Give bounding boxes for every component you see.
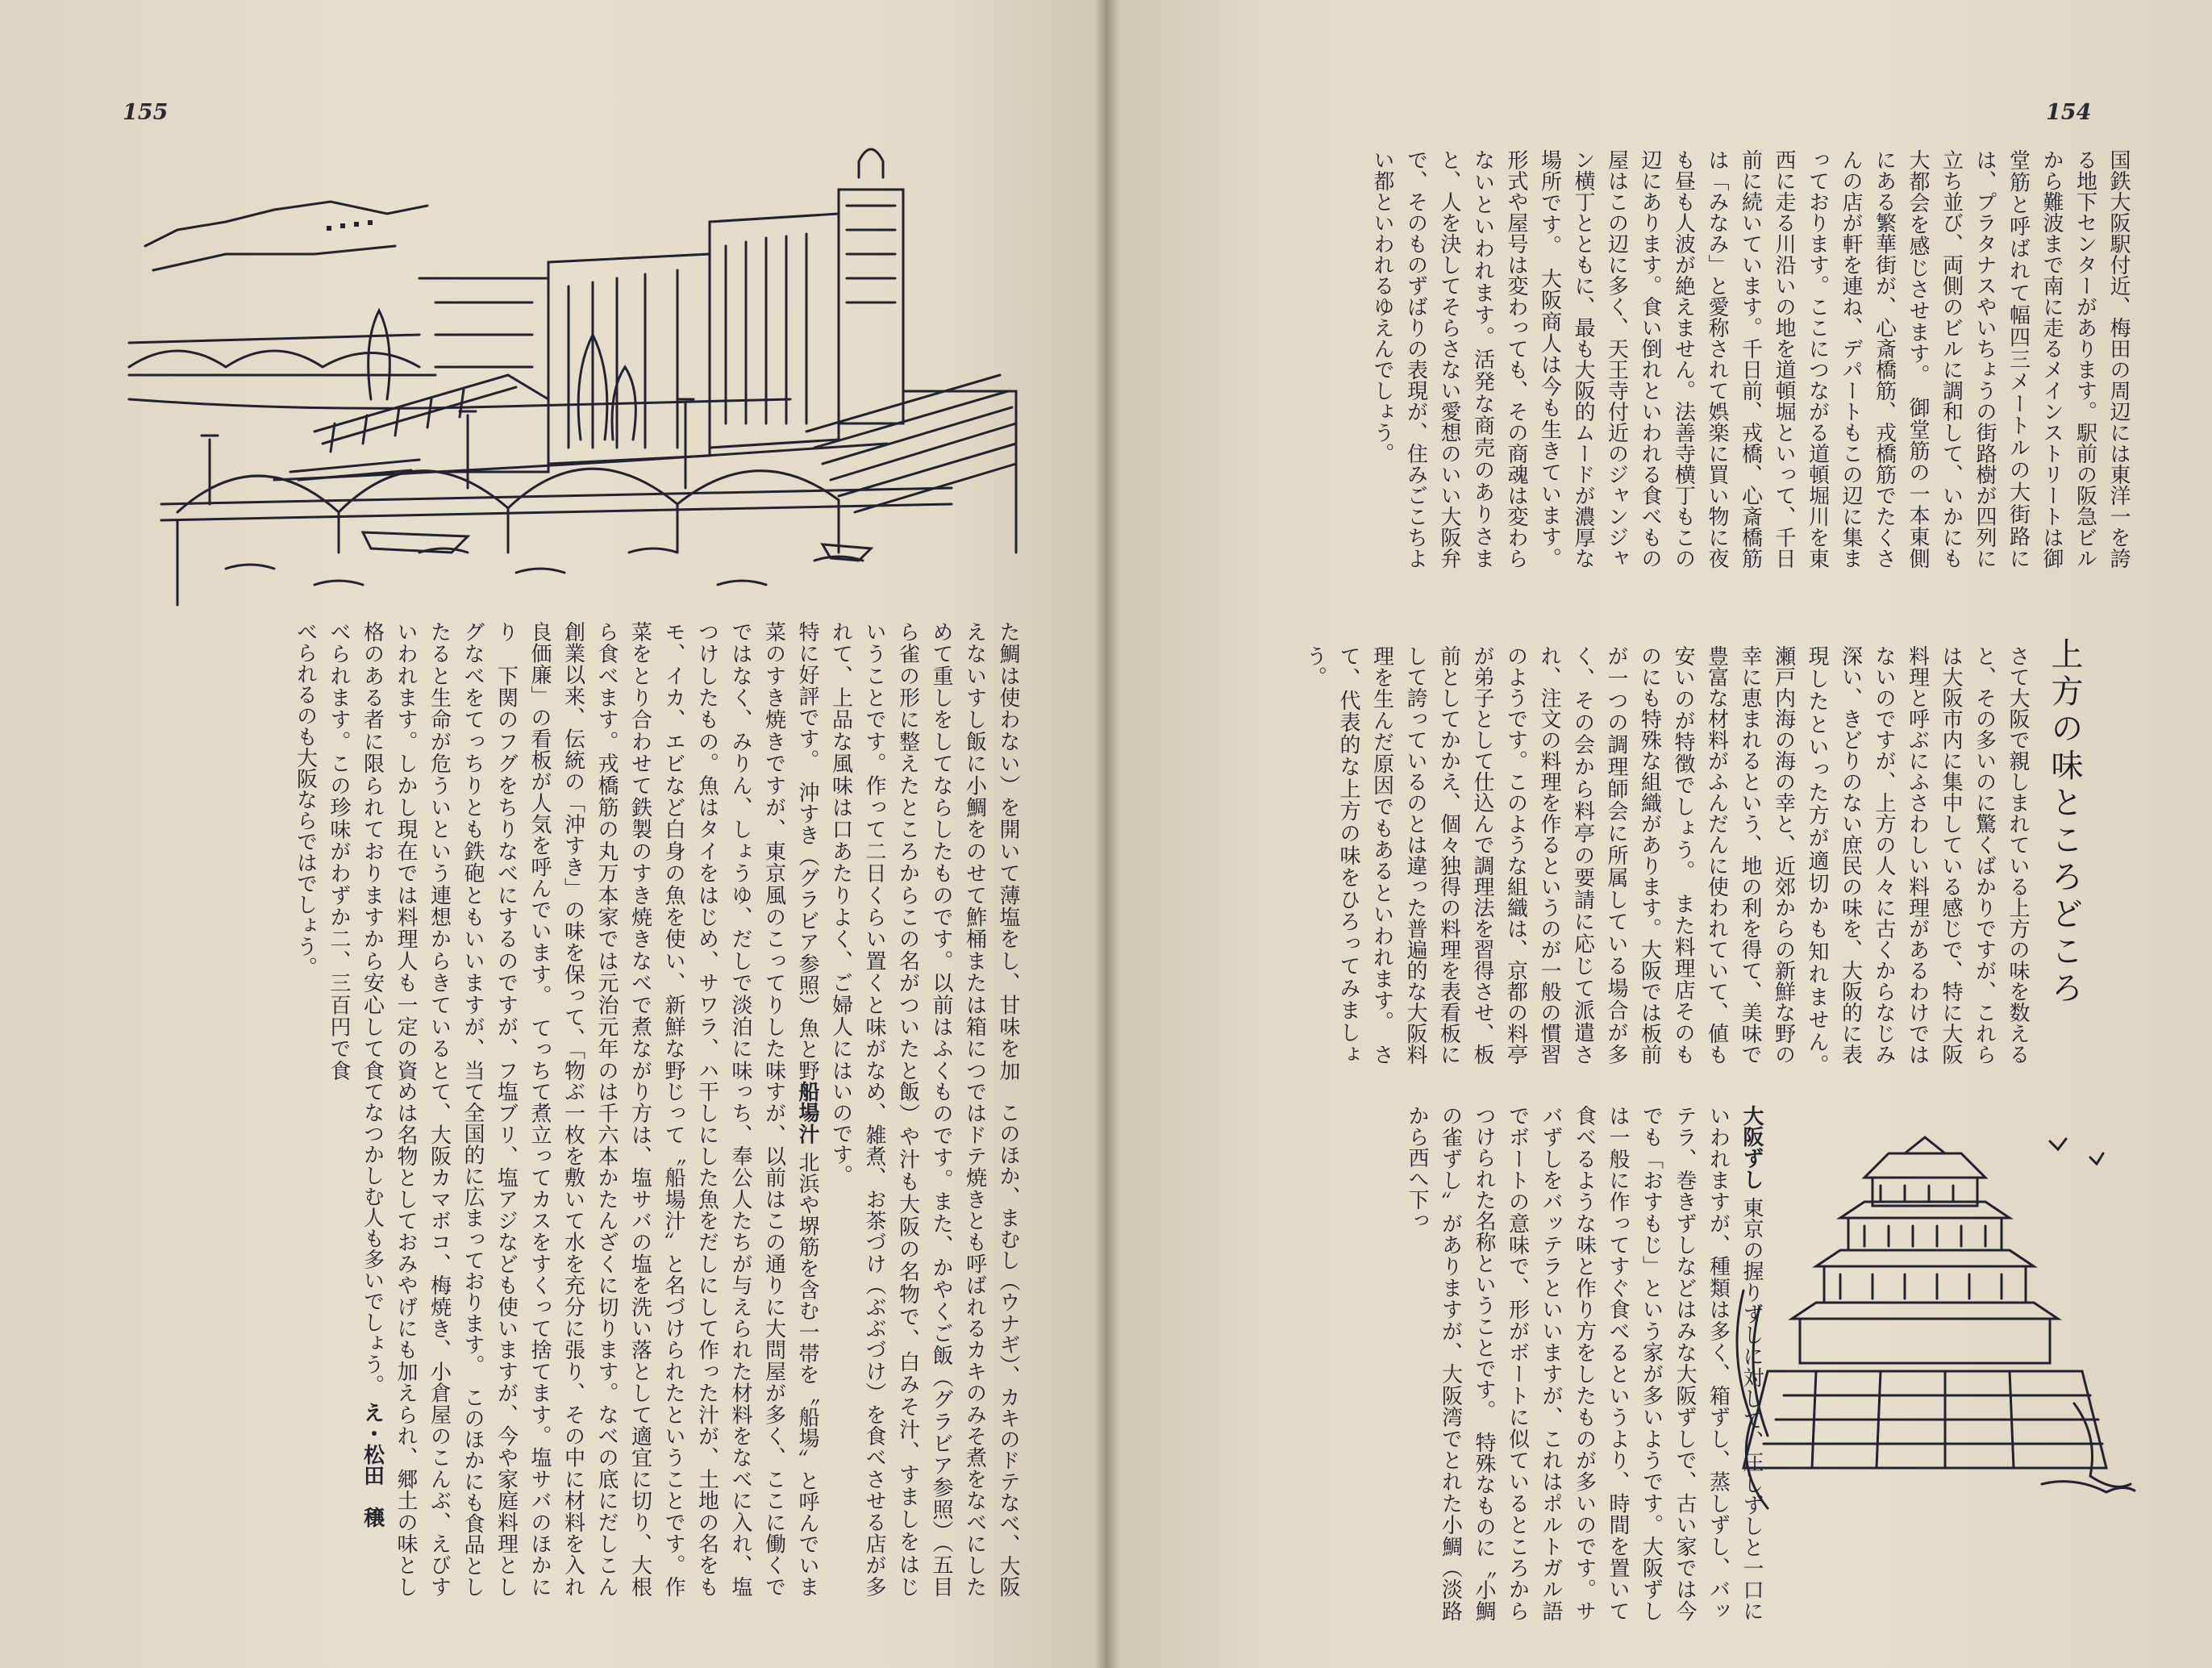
- right-middle-text: [1187, 645, 2034, 1086]
- left-page-number: 155: [123, 100, 169, 125]
- river-bridge-sketch: [129, 133, 1024, 605]
- right-upper-text: [1187, 149, 2135, 569]
- right-upper-paragraph: 国鉄大阪駅付近、梅田の周辺には東洋一を誇る地下センターがあります。駅前の阪急ビルから難波まで南に走るメインストリートは御堂筋と呼ばれて幅四三メートルの大街路には、プラタナスやいちょうの街路樹が四列に立ち並び、両側のビルに調和して、いかにも大都会を感じさせます。 御堂筋の一本東側にある繁華街が、心斎橋筋、戎橋筋でたくさんの店が軒を連ね、デパートもこの辺に集まっております。ここにつながる道頓堀川を東西に走る川沿いの地を道頓堀といって、千日前に続いています。千日前、戎橋、心斎橋筋は「みなみ」と愛称されて娯楽に買い物に夜も昼も人波が絶えません。法善寺横丁もこの辺にあります。食い倒れといわれる食べもの屋はこの辺に多く、天王寺付近のジャンジャン横丁とともに、最も大阪的ムードが濃厚な場所です。 大阪商人は今も生きています。形式や屋号は変わっても、その商魂は変わらないといわれます。活発な商売のありさまと、人を決してそらさない愛想のいい大阪弁で、そのものずばりの表現が、住みごこちよい都といわれるゆえんでしょう。: [1370, 149, 2131, 569]
- right-page: [1106, 0, 2212, 1668]
- castle-sketch: [1719, 1129, 2139, 1516]
- osaka-zushi-heading: 大阪ずし: [1739, 1105, 1764, 1191]
- section-heading: 上方の味ところどころ: [2046, 637, 2083, 1008]
- osaka-zushi-text: 東京の握りずしに対して、圧しずしと一口にいわれますが、種類は多く、箱ずし、蒸しずし、バッテラ、巻きずしなどはみな大阪ずしで、古い家では今でも「おすもじ」という家が多いようです。大阪ずしは一般に作ってすぐ食べるというより、時間を置いて食べるような味と作り方をしたものが多いのです。サバずしをバッテラといいますが、これはポルトガル語でボートの意味で、形がボートに似ているところからつけられた名称ということです。 特殊なものに〝小鯛の雀ずし〟がありますが、大阪湾でとれた小鯛（淡路から西へ下っ: [1405, 1105, 1764, 1622]
- left-lower-text: [121, 1081, 1024, 1597]
- left-middle-text: [121, 621, 1024, 1081]
- left-lower-paragraph: このほか、まむし（ウナギ）、カキのドテなべ、大阪ではドテ焼きとも呼ばれるカキのみそ煮をなべにしたものです。また、かやくご飯（グラビア参照）（五目飯）や汁も大阪の名物で、白みそ汁、すましをはじめ、雑煮、お茶づけ（ぶぶづけ）を食べさせる店が多いのです。: [828, 1081, 1020, 1598]
- right-lower-text: [1187, 1105, 1768, 1621]
- funaba-heading: 船場汁: [795, 1081, 819, 1145]
- left-middle-paragraph: た鯛は使わない）を開いて薄塩をし、甘味を加えないすし飯に小鯛をのせて鮓桶または箱につめて重しをしてならしたものです。以前はふくら雀の形に整えたところからこの名がついたということです。作って二日くらい置くと味がなれて、上品な風味は口あたりよく、ご婦人には特に好評です。 沖すき（グラビア参照）魚と野菜のすき焼きですが、東京風のこってりした味ではなく、みりん、しょうゆ、だしで淡泊に味つけしたもの。魚はタイをはじめ、サワラ、ハモ、イカ、エビなど白身の魚を使い、新鮮な野菜をとり合わせて鉄製のすき焼きなべで煮ながら食べます。戎橋筋の丸万本家では元治元年の創業以来、伝統の「沖すき」の味を保って、「物良価廉」の看板が人気を呼んでいます。 てっちり 下関のフグをちりなべにするのですが、フグなべをてっちりとも鉄砲ともいいますが、当たると生命が危ういという連想からきているといわれます。しかし現在では料理人も一定の資格のある者に限られておりますから安心して食べられます。この珍味がわずか二、三百円で食べられるのも大阪ならではでしょう。: [293, 621, 1020, 1082]
- funaba-text: 北浜や堺筋を含む一帯を〝船場〟と呼んでいますが、以前はこの通りに大問屋が多く、ここに働くでっち、奉公人たちが与えられた材料をなべに入れ、塩干しにした魚をだしにして作った汁が、土地の名をもじって〝船場汁〟と名づけられたということです。作り方は、塩サバの塩を洗い落として適宜に切り、大根は千六本かたんざくに切ります。なべの底にだしこんぶ一枚を敷いて水を充分に張り、その中に材料を入れて煮立ってカスをすくって捨てます。塩サバのほかに塩ブリ、塩アジなども使いますが、今や家庭料理として全国的に広まっております。 このほかにも食品として、大阪カマボコ、梅焼き、小倉屋のこんぶ、えびすめは名物としておみやげにも加えられ、郷土の味としてなつかしむ人も多いでしょう。: [360, 1081, 819, 1598]
- right-page-number: 154: [2046, 100, 2092, 125]
- illustration-credit: え・松田 穣: [360, 1402, 385, 1528]
- right-middle-paragraph: さて大阪で親しまれている上方の味を数えると、その多いのに驚くばかりですが、これらは大阪市内に集中している感じで、特に大阪料理と呼ぶにふさわしい料理があるわけではないのですが、上方の人々に古くからなじみ深い、きどりのない庶民の味を、大阪的に表現したといった方が適切かも知れません。 瀬戸内海の海の幸と、近郊からの新鮮な野の幸に恵まれるという、地の利を得て、美味で豊富な材料がふんだんに使われていて、値も安いのが特徴でしょう。 また料理店そのものにも特殊な組織があります。大阪では板前が一つの調理師会に所属している場合が多く、その会から料亭の要請に応じて派遣され、注文の料理を作るというのが一般の慣習のようです。このような組織は、京都の料亭が弟子として仕込んで調理法を習得させ、板前としてかかえ、個々独得の料理を表看板にして誇っているのとは違った普遍的な大阪料理を生んだ原因でもあるといわれます。 さて、代表的な上方の味をひろってみましょう。: [1302, 645, 2030, 1086]
